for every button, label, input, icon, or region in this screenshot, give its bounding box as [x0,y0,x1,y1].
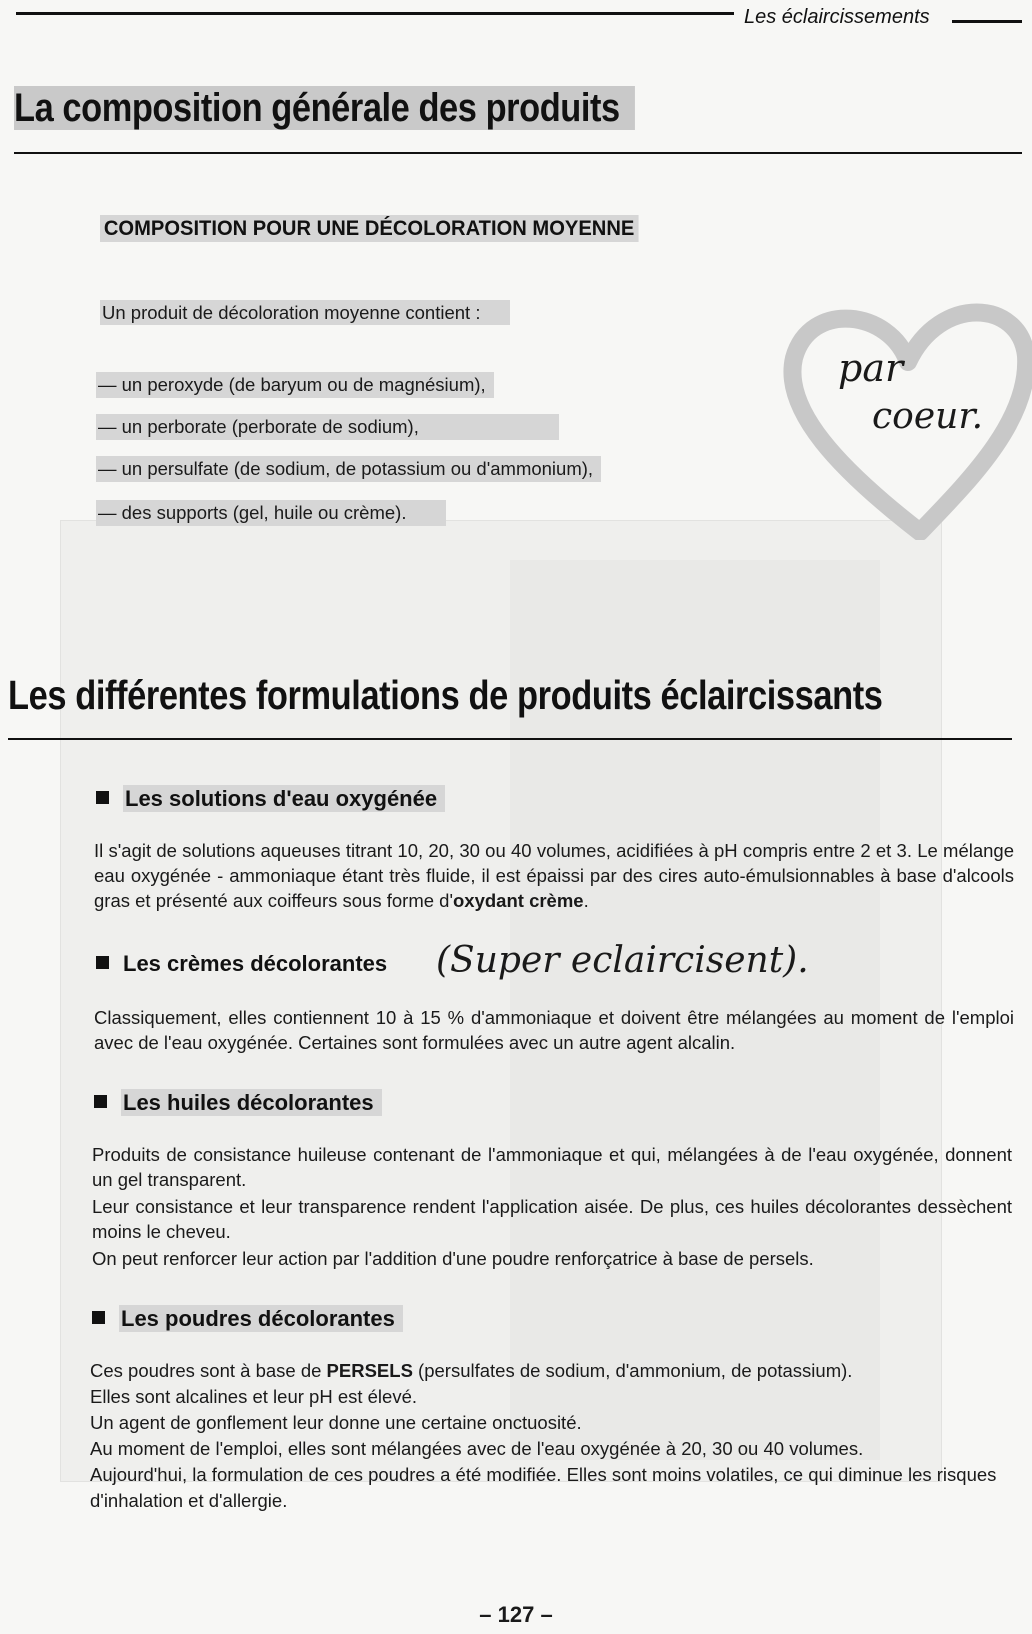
paragraph-huiles: Produits de consistance huileuse contenant de l'ammoniaque et qui, mélangées à de l'eau oxygénée, donnent un gel transparent. Leur consistance et leur transparence rendent l'application aisée. De plus, ces huiles décolorantes dessèchent moins le cheveu. On peut renforcer leur action par l'addition d'une poudre renforçatrice à base de persels. [92,1144,1012,1269]
heart-note-line2: coeur. [872,396,984,437]
paragraph-cremes: Classiquement, elles contiennent 10 à 15 % d'ammoniaque et doivent être mélangées au moment de l'emploi avec de l'eau oxygénée. Certaines sont formulées avec un autre agent alcalin. [94,1007,1014,1053]
heading-huiles-decolorantes: Les huiles décolorantes [94,1090,382,1116]
heading-poudres-decolorantes: Les poudres décolorantes [92,1306,403,1332]
section1-subtitle: COMPOSITION POUR UNE DÉCOLORATION MOYENNE [100,217,638,241]
section2-rule [8,738,1012,740]
header-rule-right [952,20,1022,23]
list-item: — un peroxyde (de baryum ou de magnésium), [96,372,494,398]
creme-handwritten-note: (Super eclaircisent). [436,940,809,981]
section2-title: Les différentes formulations de produits éclaircissants [8,672,883,718]
heart-note-line1: par [838,346,904,390]
list-item: — des supports (gel, huile ou crème). [96,500,446,526]
running-header: Les éclaircissements [744,6,930,28]
square-bullet-icon [92,1311,105,1324]
heading-cremes-decolorantes: Les crèmes décolorantes [96,951,387,977]
list-item: — un perborate (perborate de sodium), [96,414,559,440]
header-rule-left [16,12,734,15]
section1-title: La composition générale des produits [14,86,635,131]
square-bullet-icon [94,1095,107,1108]
list-item: — un persulfate (de sodium, de potassium ou d'ammonium), [96,456,601,482]
section1-rule [14,152,1022,154]
heading-solutions-eau-oxygenee: Les solutions d'eau oxygénée [96,786,445,812]
square-bullet-icon [96,791,109,804]
page-number: – 127 – [479,1602,553,1627]
paragraph-solutions: Il s'agit de solutions aqueuses titrant 10, 20, 30 ou 40 volumes, acidifiées à pH compris entre 2 et 3. Le mélange eau oxygénée - ammoniaque étant très fluide, il est épaissi par des cires auto-émulsionnables à base d'alcools gras et présenté aux coiffeurs sous forme d'oxydant crème. [94,840,1014,911]
paragraph-poudres: Ces poudres sont à base de PERSELS (persulfates de sodium, d'ammonium, de potassium). Elles sont alcalines et leur pH est élevé. Un agent de gonflement leur donne une certaine onctuosité. Au moment de l'emploi, elles sont mélangées avec de l'eau oxygénée à 20, 30 ou 40 volumes. Aujourd'hui, la formulation de ces poudres a été modifiée. Elles sont moins volatiles, ce qui diminue les risques d'inhalation et d'allergie. [90,1360,997,1511]
section1-intro: Un produit de décoloration moyenne contient : [100,300,540,325]
square-bullet-icon [96,956,109,969]
